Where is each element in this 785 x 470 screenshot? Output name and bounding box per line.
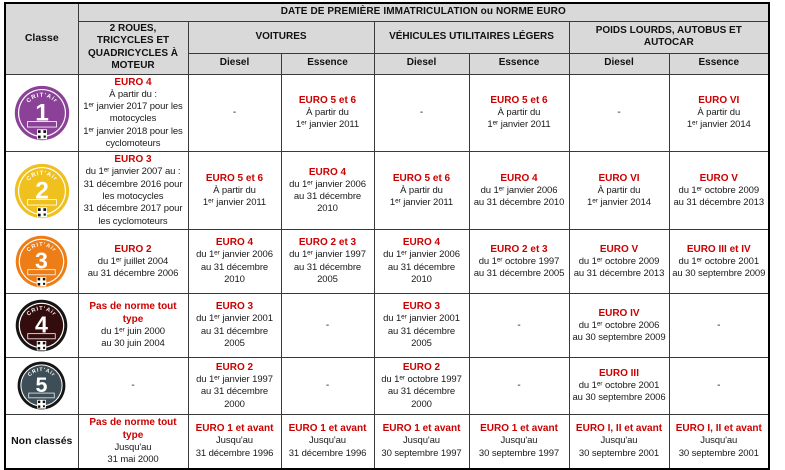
norm-cell [669,229,769,293]
date-range-line: 1ᵉʳ janvier 2017 pour les motocycles [83,100,183,125]
date-range-line: 31 décembre 1996 [288,447,367,459]
euro-norm-label: EURO 5 et 6 [298,95,357,107]
row-label-cell [5,414,78,468]
norm-cell [569,414,669,468]
subheader-voitures-diesel: Diesel [188,53,281,74]
euro-norm-label: Pas de norme tout type [89,416,177,441]
date-range-line: 30 septembre 1997 [381,447,462,459]
date-range-line: au 30 juin 2004 [101,338,165,350]
date-range-line: au 31 décembre 2000 [200,386,269,410]
date-range-line: Jusqu'au [216,435,253,447]
table-row [5,357,769,414]
euro-norm-label: EURO I, II et avant [675,423,762,435]
euro-norm-label: EURO III [598,368,639,380]
norm-cell [188,229,281,293]
date-range-line: au 31 décembre 2013 [673,197,765,209]
norm-cell [374,414,469,468]
norm-cell [281,357,374,414]
critair-class-5-vignette-icon [16,360,67,411]
norm-cell [78,293,188,357]
date-range-line: 1ᵉʳ janvier 2014 [587,197,651,209]
norm-cell [669,414,769,468]
euro-norm-label: EURO 3 [215,301,254,313]
norm-cell [469,152,569,230]
subheader-poids-lourds-essence: Essence [669,53,769,74]
euro-norm-label: EURO 4 [308,166,347,178]
norm-cell [569,229,669,293]
norm-cell [469,229,569,293]
date-range-line: du 1ᵉʳ janvier 2006 [289,178,366,190]
date-range-line: au 30 septembre 2009 [572,331,666,343]
euro-norm-label: EURO V [699,172,738,184]
date-range-line: À partir du [697,107,741,119]
euro-norm-label: EURO 3 [402,301,441,313]
date-range-line: du 1ᵉʳ janvier 1997 [196,373,273,385]
date-range-line: au 31 décembre 2006 [87,267,179,279]
empty-dash: - [717,380,721,392]
euro-norm-label: EURO VI [698,95,740,107]
row-label: Non classés [11,435,73,448]
class-badge-cell [5,357,78,414]
norm-cell [78,229,188,293]
class-number: 2 [34,176,49,204]
norm-cell [188,293,281,357]
critair-arc-label: CRIT'Air [25,92,59,105]
date-range-line: au 31 décembre 2013 [573,267,665,279]
euro-norm-label: EURO 2 et 3 [490,243,548,255]
class-badge-cell [5,74,78,152]
table-header [5,3,769,74]
norm-cell [281,414,374,468]
norm-cell [374,152,469,230]
critair-arc-label: CRIT'Air [27,367,57,379]
class-number: 5 [35,373,48,398]
critair-arc-label: CRIT'Air [25,170,59,183]
critair-class-2-vignette-icon [13,162,71,220]
date-range-line: 31 décembre 1996 [195,447,274,459]
date-range-line: au 31 décembre 2005 [293,261,362,286]
date-range-line: du 1ᵉʳ janvier 2006 [480,184,558,196]
date-range-line: du 1ᵉʳ octobre 2001 [678,255,760,267]
class-number: 1 [34,99,49,127]
date-range-line: À partir du [213,184,256,196]
date-range-line: du 1ᵉʳ juillet 2004 [97,255,169,267]
norm-cell [569,357,669,414]
euro-norm-label: EURO 1 et avant [195,423,274,435]
norm-cell [669,357,769,414]
subheader-utilitaires-essence: Essence [469,53,569,74]
date-range-line: 1ᵉʳ janvier 2011 [487,119,551,131]
euro-norm-label: EURO 2 et 3 [298,237,357,249]
class-number: 3 [35,247,49,274]
norm-cell [281,152,374,230]
group-header-poids-lourds: POIDS LOURDS, AUTOBUS ET AUTOCAR [569,21,769,53]
empty-dash: - [325,319,330,331]
group-header-utilitaires: VÉHICULES UTILITAIRES LÉGERS [374,21,569,53]
table-body [5,74,769,469]
date-range-line: du 1ᵉʳ janvier 2007 au : [85,166,181,178]
euro-norm-label: EURO 2 [402,361,441,373]
date-range-line: 1ᵉʳ janvier 2014 [686,119,751,131]
norm-cell [188,414,281,468]
euro-norm-label: EURO 2 [114,243,152,255]
empty-dash: - [325,380,330,392]
euro-norm-label: EURO III et IV [686,243,751,255]
norm-cell [469,414,569,468]
norm-cell [188,74,281,152]
date-range-line: À partir du [497,107,541,119]
date-range-line: 30 septembre 2001 [578,447,660,459]
date-range-line: Jusqu'au [114,441,152,453]
empty-dash: - [517,380,521,392]
header-date-banner: DATE DE PREMIÈRE IMMATRICULATION ou NORME EURO [78,3,769,21]
norm-cell [669,152,769,230]
class-badge-cell [5,293,78,357]
date-range-line: du 1ᵉʳ janvier 2001 [196,313,273,325]
date-range-line: au 31 décembre 2010 [473,197,565,209]
date-range-line: du 1ᵉʳ octobre 2009 [678,184,760,196]
norm-cell [669,293,769,357]
table-row [5,74,769,152]
date-range-line: du 1ᵉʳ janvier 1997 [289,249,366,261]
date-range-line: Jusqu'au [700,435,738,447]
norm-cell [188,357,281,414]
date-range-line: Jusqu'au [500,435,538,447]
date-range-line: au 31 décembre 2010 [200,261,269,286]
date-range-line: au 31 décembre 2005 [473,267,565,279]
date-range-line: Jusqu'au [309,435,346,447]
table-row [5,414,769,468]
date-range-line: 30 septembre 2001 [678,447,759,459]
norm-cell [374,74,469,152]
critair-arc-label: CRIT'Air [26,241,58,254]
date-range-line: 31 mai 2000 [107,454,159,466]
date-range-line: 1ᵉʳ janvier 2018 pour les cyclomoteurs [83,125,183,149]
subheader-utilitaires-diesel: Diesel [374,53,469,74]
class-badge-cell [5,229,78,293]
norm-cell [569,293,669,357]
critair-classification-table [4,2,770,470]
norm-cell [374,357,469,414]
date-range-line: À partir du [597,184,641,196]
norm-cell [281,74,374,152]
group-header-voitures: VOITURES [188,21,374,53]
date-range-line: au 30 septembre 2006 [572,392,666,404]
norm-cell [78,414,188,468]
date-range-line: Jusqu'au [403,435,440,447]
date-range-line: 30 septembre 1997 [478,447,560,459]
date-range-line: au 30 septembre 2009 [672,267,766,279]
column-header-two-wheels: 2 ROUES, TRICYCLES ET QUADRICYCLES À MOTEUR [78,21,188,74]
norm-cell [374,293,469,357]
empty-dash: - [517,319,521,331]
table-row [5,152,769,230]
subheader-voitures-essence: Essence [281,53,374,74]
norm-cell [469,357,569,414]
class-number: 4 [35,311,49,338]
date-range-line: 31 décembre 2016 pour les motocycles [83,178,183,202]
euro-norm-label: EURO V [599,243,639,255]
date-range-line: À partir du [400,184,443,196]
norm-cell [188,152,281,230]
date-range-line: À partir du : [109,88,157,100]
euro-norm-label: EURO 4 [500,172,538,184]
table-row [5,293,769,357]
column-header-classe: Classe [5,3,78,74]
date-range-line: du 1ᵉʳ octobre 2001 [578,380,660,392]
euro-norm-label: EURO 1 et avant [288,423,367,435]
norm-cell [569,74,669,152]
date-range-line: du 1ᵉʳ janvier 2006 [196,249,273,261]
critair-class-3-vignette-icon [14,234,69,289]
date-range-line: du 1ᵉʳ janvier 2006 [383,249,460,261]
date-range-line: du 1ᵉʳ janvier 2001 [383,313,460,325]
norm-cell [469,74,569,152]
norm-cell [569,152,669,230]
euro-norm-label: EURO 1 et avant [382,423,461,435]
euro-norm-label: Pas de norme tout type [89,301,177,326]
date-range-line: au 31 décembre 2010 [387,261,456,286]
date-range-line: Jusqu'au [600,435,638,447]
critair-arc-label: CRIT'Air [26,305,58,318]
euro-norm-label: EURO 5 et 6 [490,95,548,107]
date-range-line: À partir du [306,107,349,119]
date-range-line: du 1ᵉʳ juin 2000 [101,326,165,338]
date-range-line: au 31 décembre 2010 [293,190,362,215]
date-range-line: du 1ᵉʳ octobre 1997 [478,255,560,267]
empty-dash: - [717,319,721,331]
norm-cell [669,74,769,152]
empty-dash: - [419,107,424,119]
date-range-line: 1ᵉʳ janvier 2011 [202,197,267,209]
date-range-line: au 31 décembre 2005 [387,325,456,350]
date-range-line: du 1ᵉʳ octobre 1997 [381,373,462,385]
class-badge-cell [5,152,78,230]
empty-dash: - [232,107,237,119]
euro-norm-label: EURO 4 [114,76,152,88]
euro-norm-label: EURO 5 et 6 [392,172,451,184]
euro-norm-label: EURO VI [598,172,640,184]
norm-cell [374,229,469,293]
date-range-line: 1ᵉʳ janvier 2011 [389,197,454,209]
table-row [5,229,769,293]
empty-dash: - [131,380,135,392]
norm-cell [281,293,374,357]
date-range-line: du 1ᵉʳ octobre 2009 [578,255,660,267]
euro-norm-label: EURO 5 et 6 [205,172,264,184]
euro-norm-label: EURO I, II et avant [575,423,663,435]
euro-norm-label: EURO IV [598,307,640,319]
norm-cell [78,74,188,152]
euro-norm-label: EURO 2 [215,361,254,373]
empty-dash: - [617,107,621,119]
euro-norm-label: EURO 4 [402,237,441,249]
critair-class-4-vignette-icon [14,298,69,353]
critair-class-1-vignette-icon [13,84,71,142]
euro-norm-label: EURO 1 et avant [480,423,558,435]
euro-norm-label: EURO 3 [114,154,152,166]
norm-cell [78,357,188,414]
norm-cell [469,293,569,357]
date-range-line: 31 décembre 2017 pour les cyclomoteurs [83,203,183,227]
norm-cell [281,229,374,293]
date-range-line: au 31 décembre 2005 [200,325,269,350]
date-range-line: 1ᵉʳ janvier 2011 [295,119,360,131]
euro-norm-label: EURO 4 [215,237,254,249]
date-range-line: du 1ᵉʳ octobre 2006 [578,319,660,331]
date-range-line: au 31 décembre 2000 [387,386,456,410]
norm-cell [78,152,188,230]
subheader-poids-lourds-diesel: Diesel [569,53,669,74]
